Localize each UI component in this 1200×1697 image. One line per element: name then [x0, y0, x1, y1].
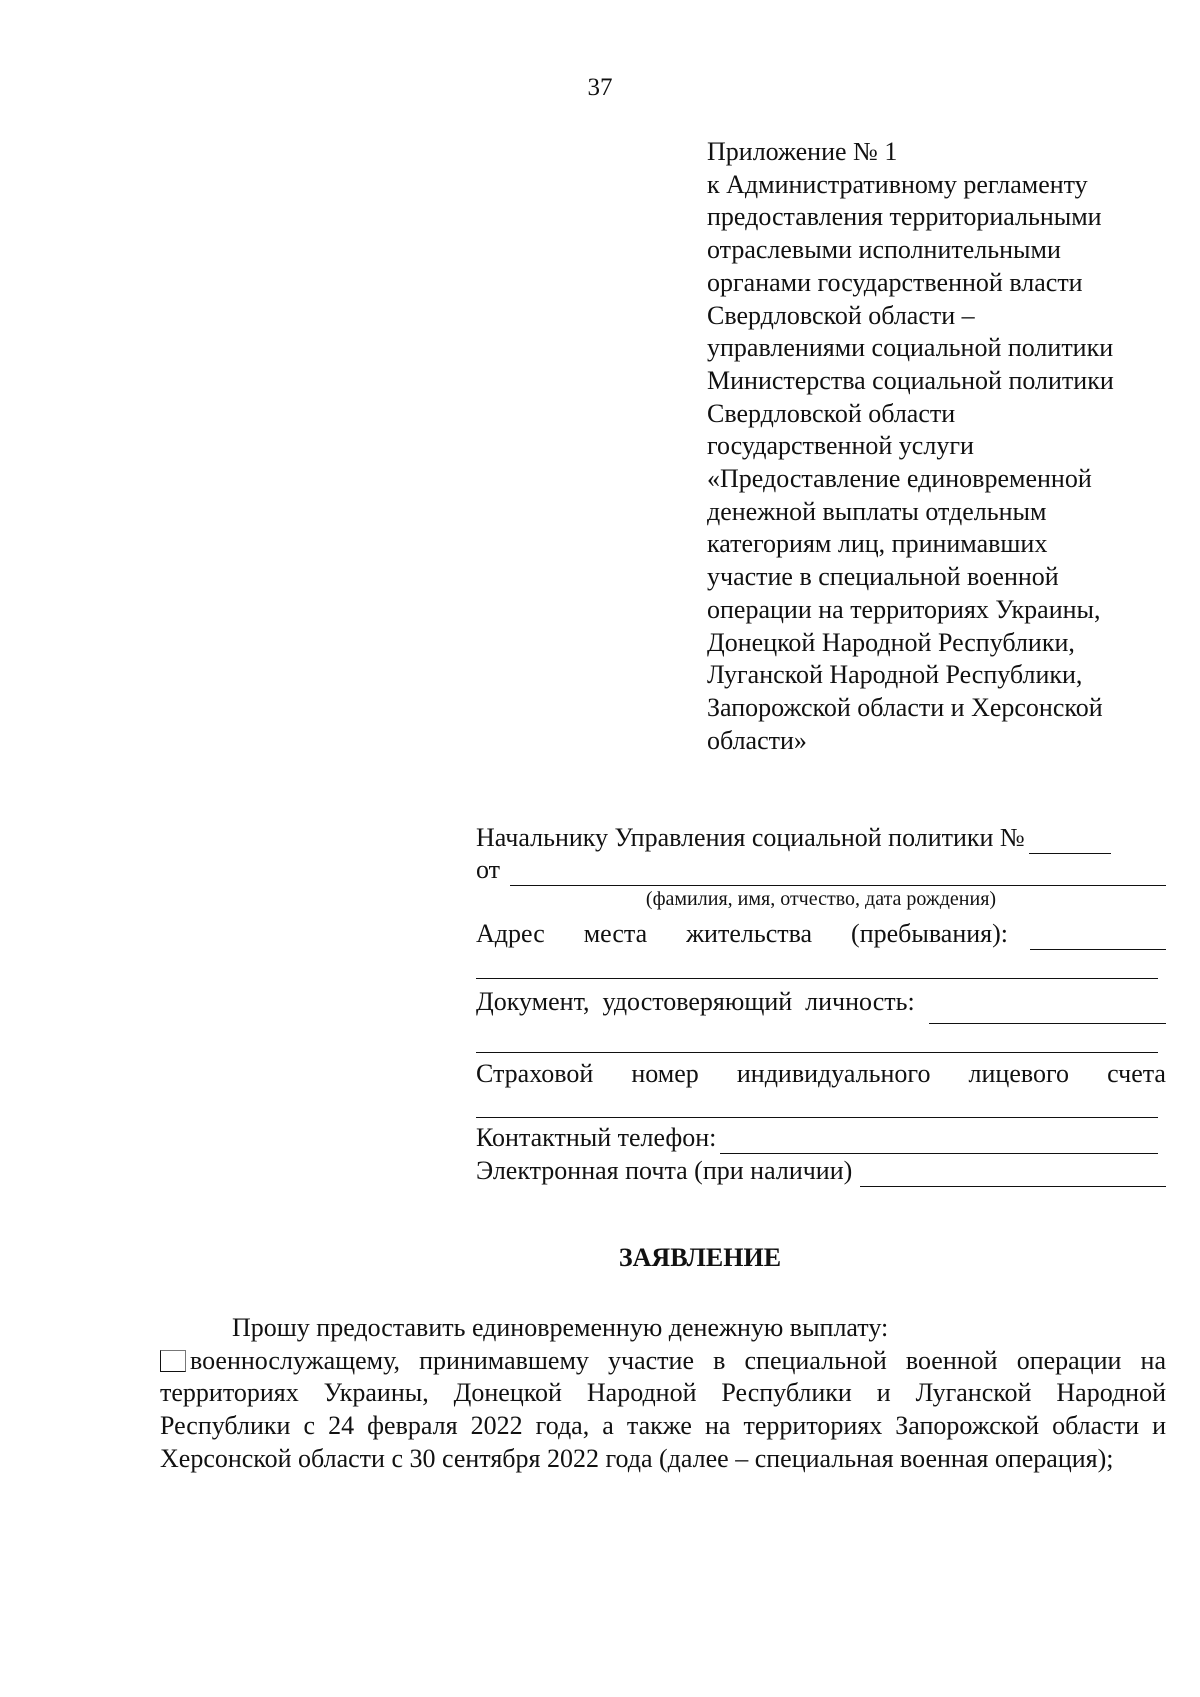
title-container: [0, 1243, 1200, 1273]
snils-field[interactable]: [476, 1095, 1158, 1118]
snils-word: индивидуального: [736, 1059, 931, 1088]
appendix-line: управлениями социальной политики: [707, 333, 1114, 363]
applicant-name-field[interactable]: [510, 861, 1166, 886]
address-row: [476, 912, 1166, 950]
department-number-field[interactable]: [1029, 829, 1111, 854]
document-title: ЗАЯВЛЕНИЕ: [618, 1243, 782, 1272]
application-body: [160, 1312, 1166, 1476]
appendix-line: государственной услуги: [707, 431, 974, 461]
appendix-line: Министерства социальной политики: [707, 365, 1114, 395]
phone-row: [476, 1118, 1166, 1154]
email-field[interactable]: [860, 1162, 1166, 1187]
phone-label: Контактный телефон:: [476, 1123, 717, 1152]
option-1-text: военнослужащему, принимавшему участие в специальной военной операции на территориях Украины, Донецкой Народной Республики и Луганской Народной Республики с 24 февраля 2022 года, а также на территориях Запорожской области и Херсонской области с 30 сентября 2022 года (далее – специальная военная операция);: [160, 1345, 1166, 1473]
appendix-line: Приложение № 1: [707, 137, 898, 166]
snils-row: [476, 1053, 1166, 1095]
snils-word: счета: [1107, 1059, 1166, 1088]
snils-word: номер: [631, 1059, 699, 1088]
addressee-label: Начальнику Управления социальной политики №: [476, 823, 1025, 852]
appendix-line: участие в специальной военной: [707, 562, 1059, 592]
address-label: [476, 918, 1008, 950]
page-number: 37: [587, 74, 613, 101]
address-word: места: [583, 919, 648, 948]
snils-word: Страховой: [476, 1059, 594, 1088]
appendix-line: «Предоставление единовременной: [707, 464, 1092, 494]
snils-word: лицевого: [968, 1059, 1069, 1088]
phone-field[interactable]: [720, 1129, 1158, 1154]
appendix-line: к Административному регламенту: [707, 169, 1088, 199]
name-caption: (фамилия, имя, отчество, дата рождения): [645, 888, 997, 910]
appendix-line: предоставления территориальными: [707, 202, 1102, 232]
address-word: Адрес: [476, 919, 545, 948]
appendix-line: Луганской Народной Республики,: [707, 660, 1083, 690]
request-line: Прошу предоставить единовременную денежную выплату:: [232, 1313, 889, 1342]
appendix-line: Свердловской области: [707, 398, 956, 428]
appendix-line: области»: [707, 725, 807, 755]
address-word: (пребывания):: [851, 919, 1008, 948]
address-field[interactable]: [1030, 925, 1166, 950]
appendix-line: отраслевыми исполнительными: [707, 235, 1061, 265]
appendix-line: денежной выплаты отдельным: [707, 496, 1047, 526]
email-row: [476, 1154, 1166, 1187]
email-label: Электронная почта (при наличии): [476, 1156, 853, 1185]
from-row: [476, 854, 1166, 886]
appendix-line: категориям лиц, принимавших: [707, 529, 1048, 559]
appendix-line: Запорожской области и Херсонской: [707, 692, 1103, 722]
appendix-line: Свердловской области –: [707, 300, 975, 330]
option-1: [160, 1345, 1166, 1476]
applicant-header-form: [476, 822, 1166, 1187]
address-word: жительства: [686, 919, 813, 948]
appendix-block: [707, 136, 1177, 757]
appendix-line: операции на территориях Украины,: [707, 594, 1101, 624]
addressee-row: [476, 822, 1166, 854]
appendix-line: Донецкой Народной Республики,: [707, 627, 1075, 657]
document-label: Документ, удостоверяющий личность:: [476, 987, 915, 1016]
identity-document-field-line-2[interactable]: [476, 1024, 1158, 1053]
address-field-line-2[interactable]: [476, 950, 1158, 979]
document-row: [476, 979, 1166, 1024]
option-1-checkbox[interactable]: [160, 1350, 186, 1372]
identity-document-field[interactable]: [929, 999, 1166, 1024]
from-label: от: [476, 855, 501, 884]
appendix-line: органами государственной власти: [707, 267, 1083, 297]
